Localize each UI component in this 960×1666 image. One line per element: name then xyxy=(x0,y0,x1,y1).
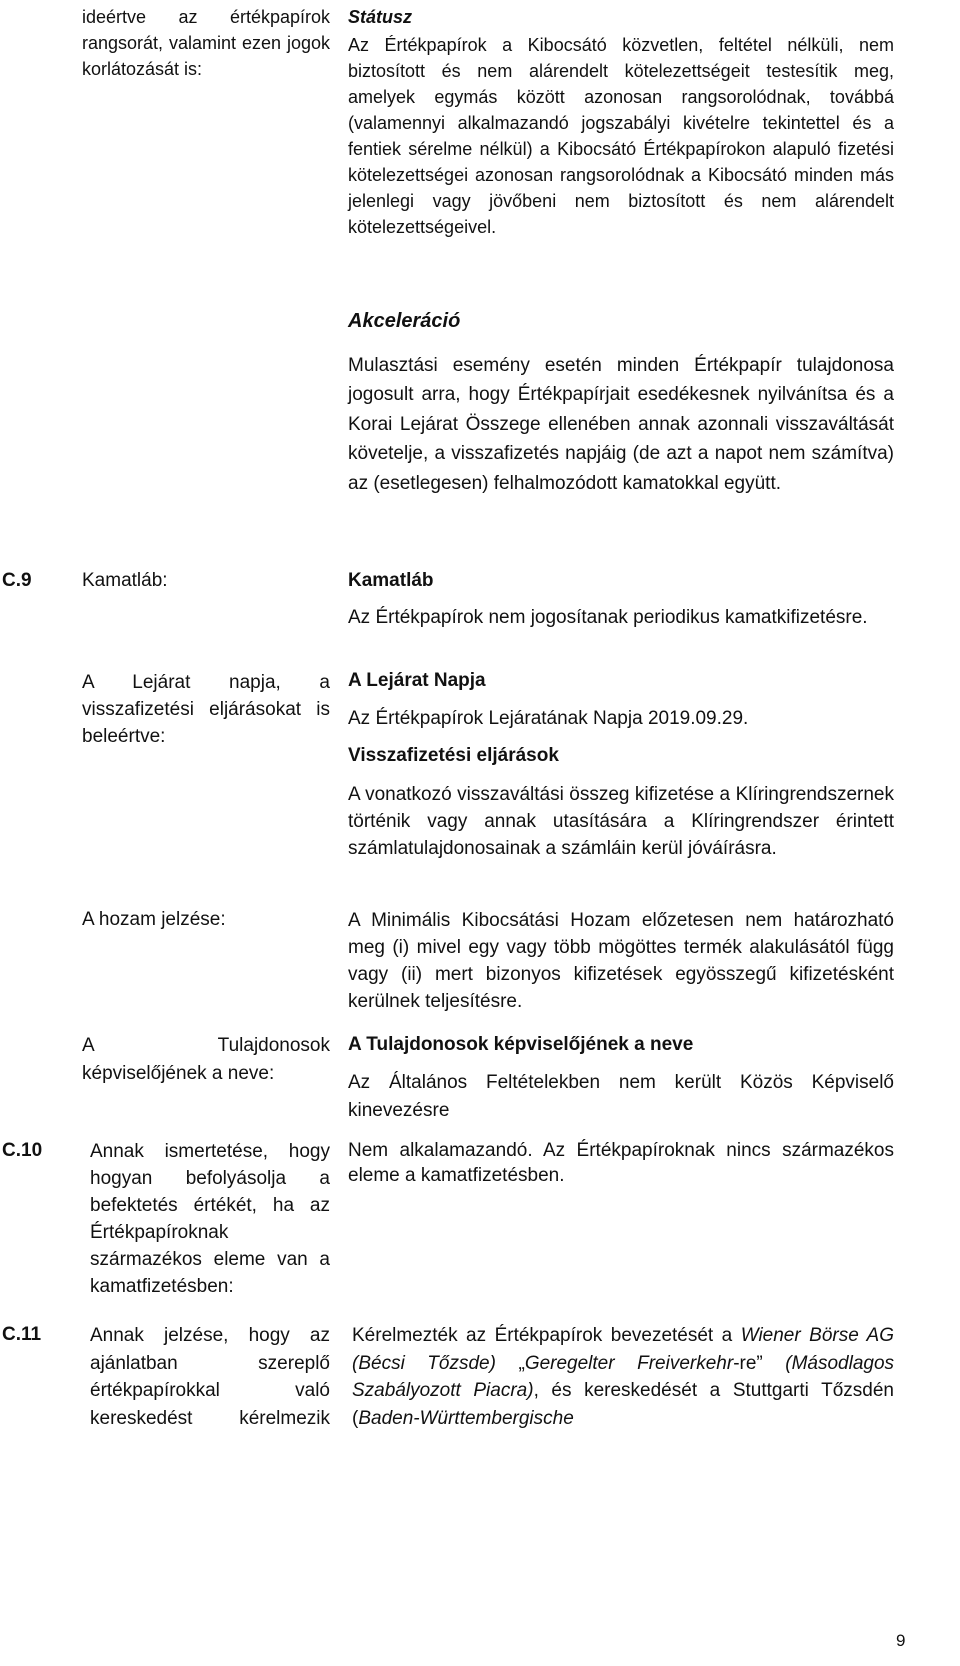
status-text: Az Értékpapírok a Kibocsátó közvetlen, feltétel nélküli, nem biztosított és nem alárendelt kötelezettségeit testesítik meg, amelyek egymás között azonosan rangsorolódnak, továbbá (valamennyi alkalmazandó jogszabályi kivételre tekintettel és a fentiek sérelme nélkül) a Kibocsátó Értékpapírokon alapuló fizetési kötelezettségei azonosan rangsorolódnak a Kibocsátó minden más jelenlegi vagy jövőbeni nem biztosított és nem alárendelt kötelezettségeivel. xyxy=(348,35,894,237)
status-heading: Státusz xyxy=(348,7,413,27)
c9-yield-label: A hozam jelzése: xyxy=(82,909,226,930)
c9-maturity-label-text: A Lejárat napja, a visszafizetési eljárásokat is beleértve: xyxy=(82,672,330,747)
c9-maturity-heading: A Lejárat Napja xyxy=(348,670,486,691)
c9-representative-heading: A Tulajdonosok képviselőjének a neve xyxy=(348,1034,694,1055)
c11-text xyxy=(352,1322,894,1432)
c9-repayment-text: A vonatkozó visszaváltási összeg kifizetése a Klíringrendszernek történik vagy annak utasítására a Klíringrendszer érintett számlatulajdonosainak a számláin kerül jóváírásra. xyxy=(348,784,894,859)
c9-representative-label-text: A Tulajdonosok képviselőjének a neve: xyxy=(82,1035,330,1084)
c9-repayment-block xyxy=(348,781,894,862)
c9-maturity-label xyxy=(82,669,330,750)
c11-label-block xyxy=(90,1322,330,1432)
acceleration-section xyxy=(348,307,894,498)
c11-text-part: Kérelmezték az Értékpapírok bevezetését a xyxy=(352,1325,741,1346)
c9-number: C.9 xyxy=(2,570,32,591)
c10-text: Nem alkalamazandó. Az Értékpapíroknak nincs származékos eleme a kamatfizetésben. xyxy=(348,1140,894,1186)
c9-repayment-heading: Visszafizetési eljárások xyxy=(348,745,559,766)
c9-representative-text: Az Általános Feltételekben nem került Közös Képviselő kinevezésre xyxy=(348,1072,894,1121)
c9-interest-label: Kamatláb: xyxy=(82,570,168,591)
c9-yield-block xyxy=(348,907,894,1015)
c10-number: C.10 xyxy=(2,1140,43,1161)
acceleration-text: Mulasztási esemény esetén minden Értékpapír tulajdonosa jogosult arra, hogy Értékpapírjait esedékesnek nyilvánítsa és a Korai Lejárat Összege ellenében annak azonnali visszaváltását követelje, a visszafizetés napjáig (de azt a napot nem számítva) az (esetlegesen) felhalmozódott kamatokkal együtt. xyxy=(348,354,894,494)
rank-restriction-label xyxy=(82,4,330,82)
c9-representative-label xyxy=(82,1032,330,1088)
status-section xyxy=(348,4,894,240)
c11-baden-wuerttembergische: Baden-Württembergische xyxy=(358,1407,574,1429)
c10-label: Annak ismertetése, hogy hogyan befolyásolja a befektetés értékét, ha az Értékpapíroknak származékos eleme van a kamatfizetésben: xyxy=(90,1141,330,1297)
c9-interest-text-block xyxy=(348,606,894,630)
c9-interest-heading: Kamatláb xyxy=(348,570,434,591)
c10-text-block xyxy=(348,1138,894,1188)
acceleration-heading: Akceleráció xyxy=(348,310,461,332)
c11-geregelter-freiverkehr: Geregelter Freiverkehr xyxy=(524,1352,734,1374)
rank-restriction-text: ideértve az értékpapírok rangsorát, valamint ezen jogok korlátozását is: xyxy=(82,7,330,79)
c10-label-block xyxy=(90,1138,330,1300)
c11-secondary-market: (Másodlagos Szabályozott Piacra) xyxy=(352,1352,895,1401)
c11-label: Annak jelzése, hogy az ajánlatban szereplő értékpapírokkal való kereskedést kérelmezik xyxy=(90,1325,330,1429)
c11-text-part: „ xyxy=(495,1352,525,1374)
c11-text-block xyxy=(352,1322,894,1432)
c11-text-part: -re” xyxy=(733,1352,786,1374)
c11-text-part: , és kereskedését a Stuttgarti Tőzsdén ( xyxy=(352,1380,894,1429)
c9-yield-text: A Minimális Kibocsátási Hozam előzetesen nem határozható meg (i) mivel egy vagy több mögöttes termék alakulásától függ vagy (ii) mert bizonyos kifizetések egyösszegű kifizetésként kerülnek teljesítésre. xyxy=(348,910,894,1012)
page-number: 9 xyxy=(896,1631,906,1650)
c9-representative-block xyxy=(348,1069,894,1125)
c11-wiener-boerse: Wiener Börse AG (Bécsi Tőzsde) xyxy=(352,1325,894,1374)
c9-interest-text: Az Értékpapírok nem jogosítanak periodikus kamatkifizetésre. xyxy=(348,607,868,628)
c9-maturity-text: Az Értékpapírok Lejáratának Napja 2019.09.29. xyxy=(348,708,749,729)
c11-number: C.11 xyxy=(2,1324,42,1345)
